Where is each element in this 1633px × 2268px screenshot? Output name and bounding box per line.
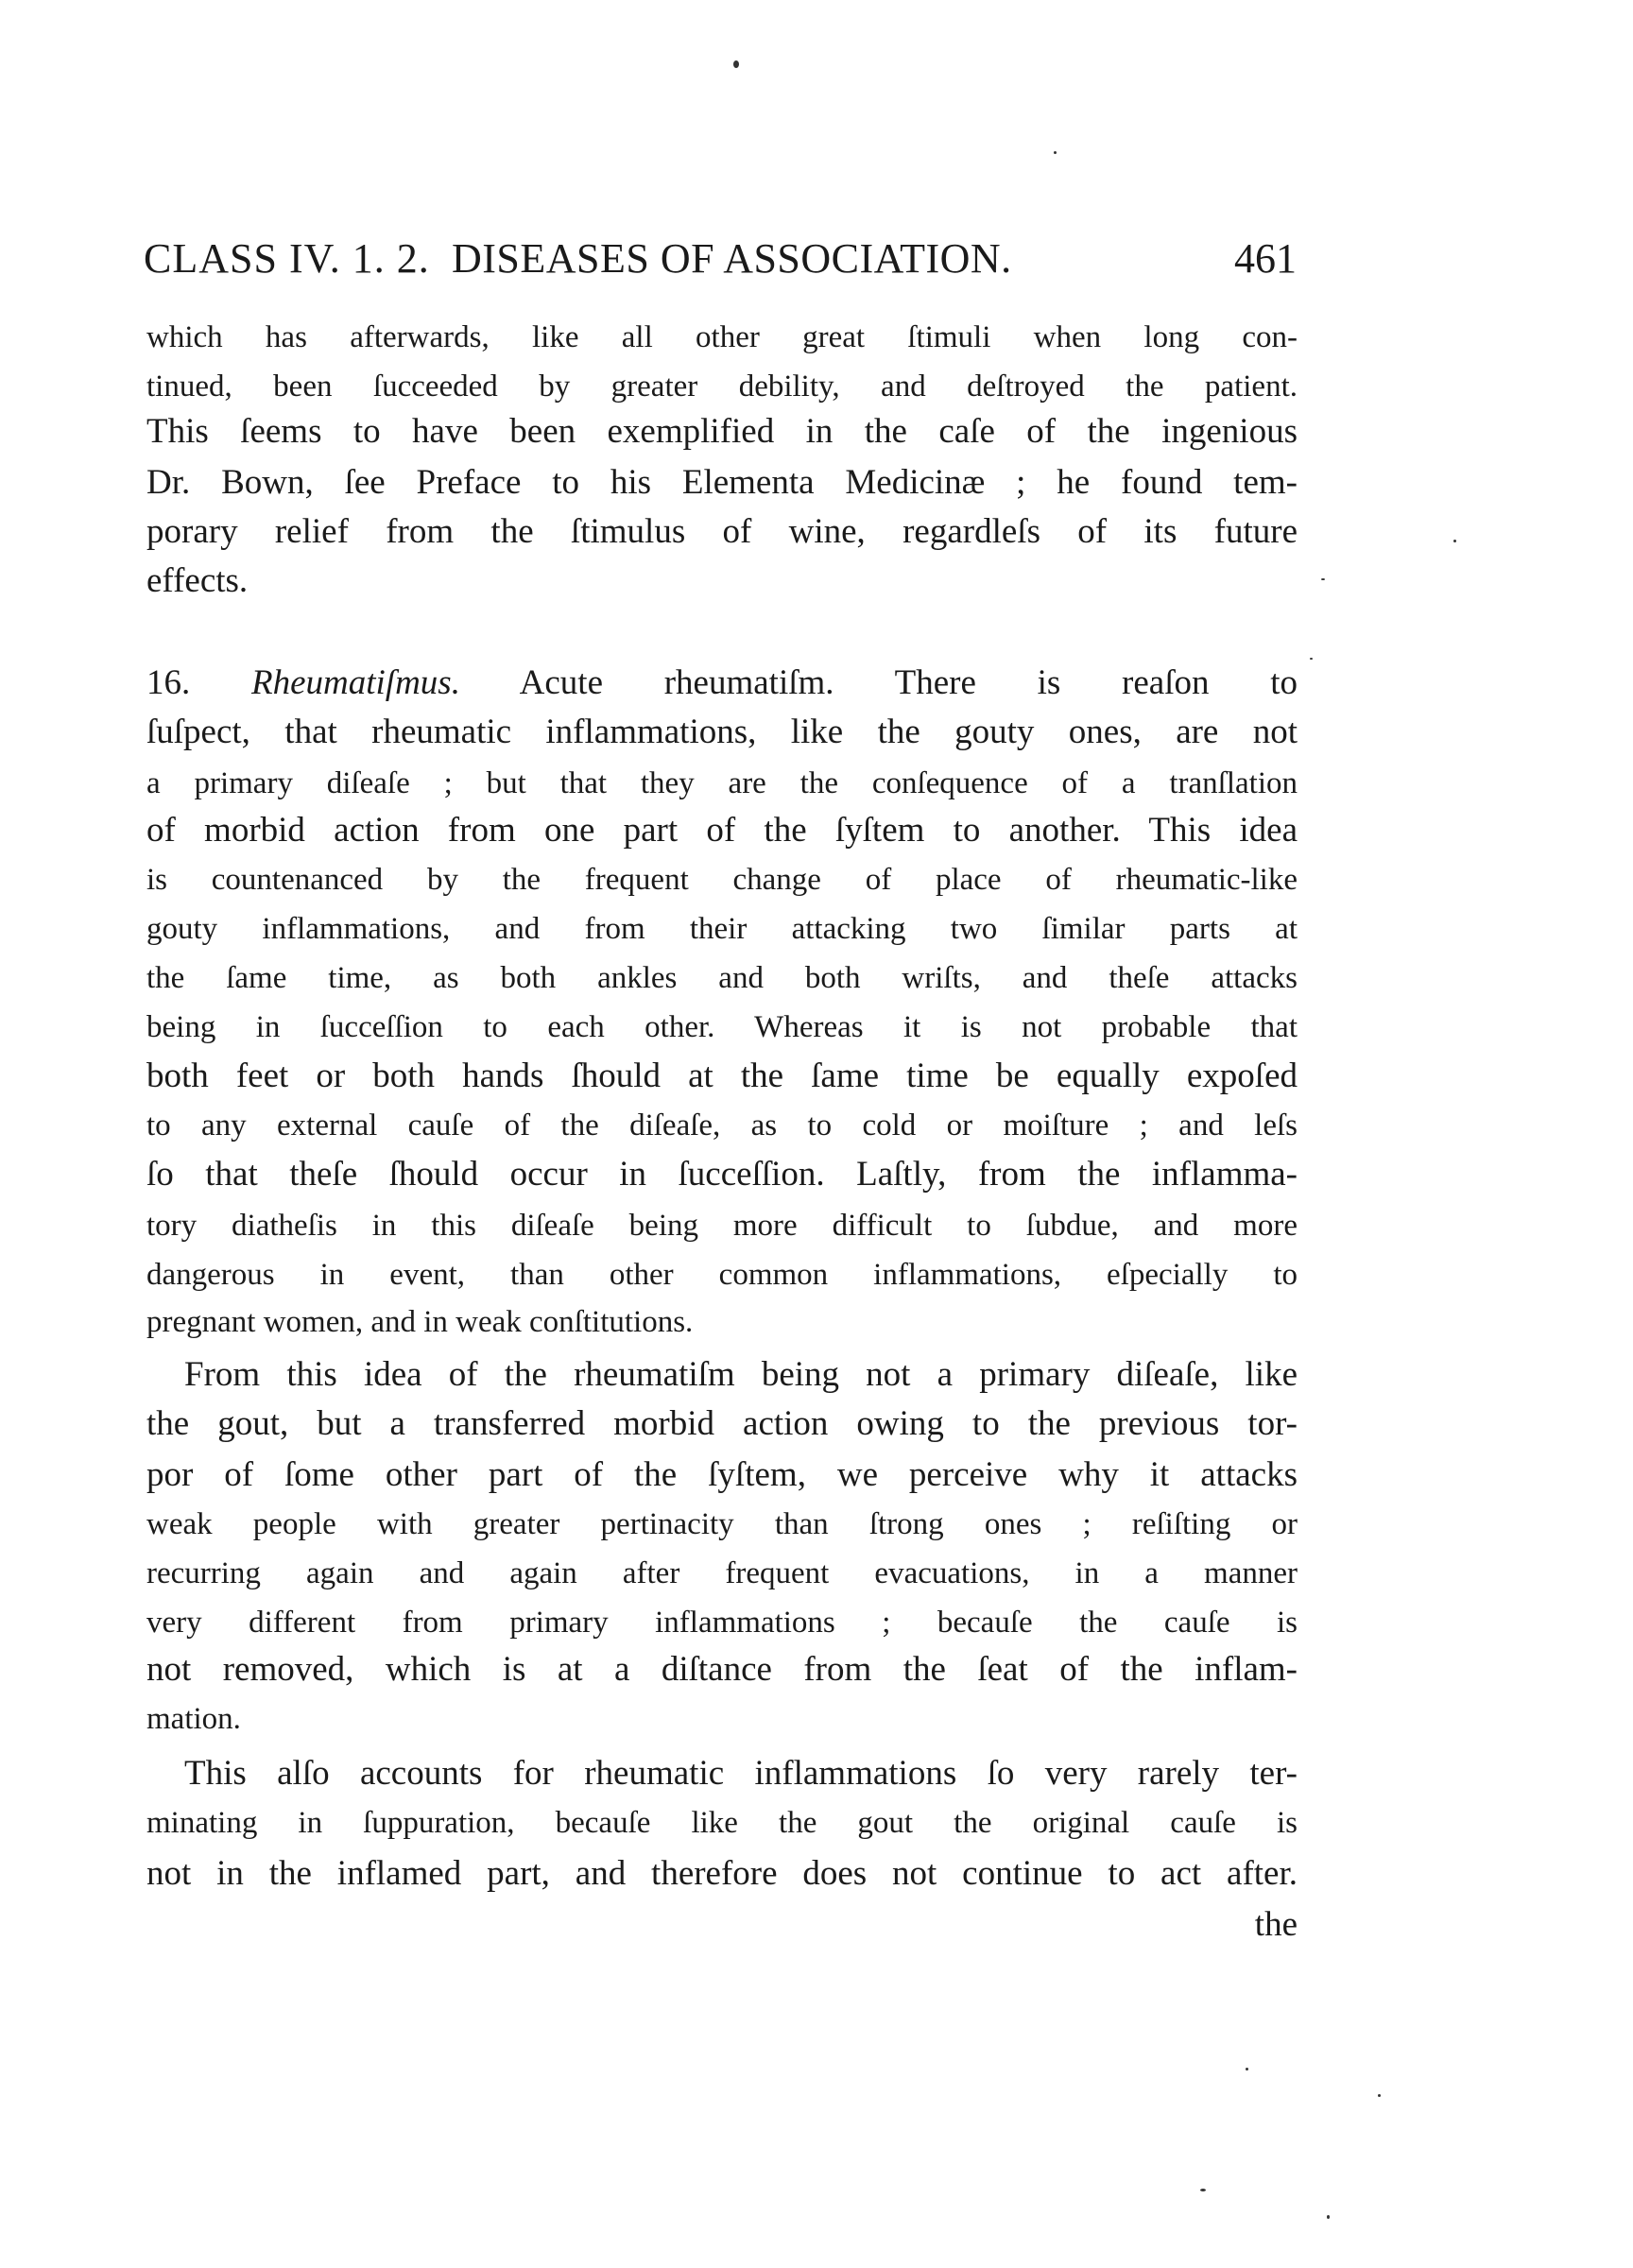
text-line: This alſo accounts for rheumatic inflammations ſo very rarely ter- xyxy=(184,1754,1298,1793)
scan-speck xyxy=(1310,658,1313,660)
scan-speck xyxy=(1246,2068,1248,2070)
text-line: weak people with greater pertinacity than ſtrong ones ; reſiſting or xyxy=(146,1507,1298,1541)
text-line: effects. xyxy=(146,561,249,600)
text-line: is countenanced by the frequent change of place of rheumatic-like xyxy=(146,863,1298,897)
text-line: gouty inflammations, and from their attacking two ſimilar parts at xyxy=(146,912,1298,946)
scan-speck xyxy=(1453,540,1456,542)
text-line: the gout, but a transferred morbid action owing to the previous tor- xyxy=(146,1404,1298,1443)
text-line: ſo that theſe ſhould occur in ſucceſſion. Laſtly, from the inflamma- xyxy=(146,1155,1298,1194)
running-title: DISEASES OF ASSOCIATION. xyxy=(452,235,1012,282)
text-line: minating in ſuppuration, becauſe like the gout the original cauſe is xyxy=(146,1806,1298,1840)
text-line: mation. xyxy=(146,1702,241,1736)
text-line: which has afterwards, like all other great ſtimuli when long con- xyxy=(146,320,1298,354)
section-number: 16. xyxy=(146,663,191,702)
text-line: of morbid action from one part of the ſyſtem to another. This idea xyxy=(146,811,1298,850)
text-line: From this idea of the rheumatiſm being not a primary diſeaſe, like xyxy=(184,1355,1298,1394)
text-line: both feet or both hands ſhould at the ſame time be equally expoſed xyxy=(146,1057,1298,1095)
text-line: This ſeems to have been exemplified in the caſe of the ingenious xyxy=(146,412,1298,451)
text-line: por of ſome other part of the ſyſtem, we perceive why it attacks xyxy=(146,1455,1298,1494)
text-line: pregnant women, and in weak conſtitutions. xyxy=(146,1305,694,1339)
text-line: Dr. Bown, ſee Preface to his Elementa Medicinæ ; he found tem- xyxy=(146,463,1298,502)
text-line: recurring again and again after frequent evacuations, in a manner xyxy=(146,1556,1298,1590)
text-line: porary relief from the ſtimulus of wine, regardleſs of its future xyxy=(146,512,1298,551)
text-line: tory diatheſis in this diſeaſe being more difficult to ſubdue, and more xyxy=(146,1209,1298,1243)
scan-speck xyxy=(1378,2094,1381,2097)
text-line: tinued, been ſucceeded by greater debility, and deſtroyed the patient. xyxy=(146,369,1298,404)
text-line: being in ſucceſſion to each other. Whereas it is not probable that xyxy=(146,1010,1298,1044)
text-line: dangerous in event, than other common inflammations, eſpecially to xyxy=(146,1258,1298,1292)
scan-speck xyxy=(1200,2189,1206,2191)
section-heading: Rheumatiſmus. xyxy=(251,663,460,702)
text-line: not removed, which is at a diſtance from the ſeat of the inflam- xyxy=(146,1650,1298,1689)
text-line: a primary diſeaſe ; but that they are the conſequence of a tranſlation xyxy=(146,766,1298,800)
scan-speck xyxy=(1327,2215,1330,2219)
page-number: 461 xyxy=(1234,235,1297,282)
class-label: CLASS IV. 1. 2. xyxy=(144,235,430,282)
text-line: to any external cauſe of the diſeaſe, as to cold or moiſture ; and leſs xyxy=(146,1108,1298,1143)
text-line: Acute rheumatiſm. There is reaſon to xyxy=(519,663,1298,702)
text-line: not in the inflamed part, and therefore does not continue to act after. xyxy=(146,1854,1298,1893)
text-line: ſuſpect, that rheumatic inflammations, like the gouty ones, are not xyxy=(146,713,1298,751)
scan-speck xyxy=(1054,151,1057,154)
scan-speck xyxy=(1321,578,1325,580)
running-header xyxy=(144,231,1297,287)
text-line: very different from primary inflammations ; becauſe the cauſe is xyxy=(146,1606,1298,1640)
text-line: the ſame time, as both ankles and both wriſts, and theſe attacks xyxy=(146,961,1298,995)
catchword: the xyxy=(1254,1905,1298,1944)
section-heading-line xyxy=(146,658,1298,709)
scan-speck xyxy=(733,60,739,68)
